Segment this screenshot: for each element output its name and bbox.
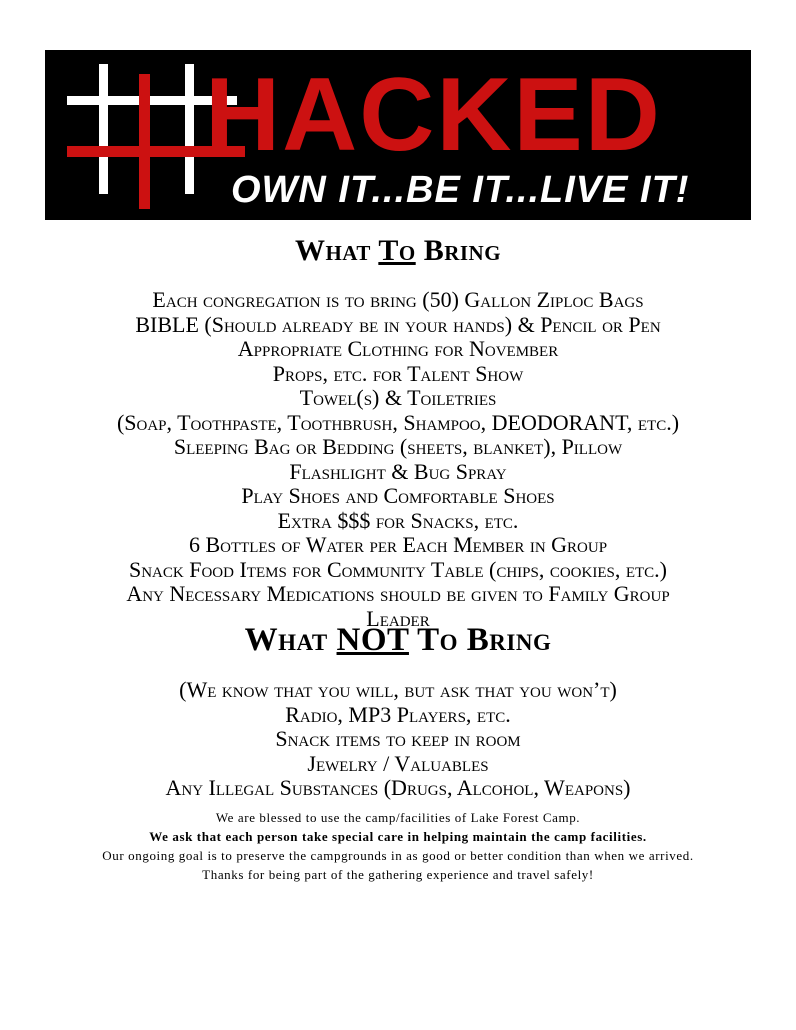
list-item: (We know that you will, but ask that you won’t) — [179, 677, 617, 702]
list-item: Extra $$$ for Snacks, etc. — [277, 507, 519, 533]
banner-subtitle: OWN IT...BE IT...LIVE IT! — [231, 169, 690, 211]
list-item: Sleeping Bag or Bedding (sheets, blanket), Pillow — [173, 434, 623, 459]
list-item: Snack Food Items for Community Table (chips, cookies, etc.) — [128, 556, 668, 582]
footer-line: Our ongoing goal is to preserve the campgrounds in as good or better condition than when we arrived. — [102, 848, 694, 863]
heading-underlined-text: To — [378, 234, 416, 267]
footer-line-emphasis: We ask that each person take special care in helping maintain the camp facilities. — [149, 829, 647, 844]
what-not-to-bring-heading — [0, 622, 796, 659]
bring-list — [0, 288, 796, 631]
footer-line: We are blessed to use the camp/facilities of Lake Forest Camp. — [215, 810, 581, 825]
not-bring-list — [0, 678, 796, 801]
list-item: Snack items to keep in room — [275, 726, 521, 751]
what-to-bring-heading — [0, 234, 796, 268]
heading-underlined-text: NOT — [336, 622, 409, 658]
list-item: Any Illegal Substances (Drugs, Alcohol, Weapons) — [165, 775, 631, 800]
list-item: 6 Bottles of Water per Each Member in Group — [188, 532, 608, 557]
list-item: Each congregation is to bring (50) Gallon Ziploc Bags — [152, 287, 644, 312]
list-item: Radio, MP3 Players, etc. — [285, 701, 511, 727]
footer-line: Thanks for being part of the gathering experience and travel safely! — [202, 867, 594, 882]
list-item: BIBLE (Should already be in your hands) & Pencil or Pen — [135, 311, 661, 337]
list-item: Appropriate Clothing for November — [237, 336, 559, 361]
heading-pre-text: What — [244, 622, 337, 658]
banner-title: HACKED — [205, 57, 662, 173]
heading-post-text: To Bring — [408, 622, 552, 658]
list-item: Play Shoes and Comfortable Shoes — [241, 483, 555, 508]
hacked-banner — [45, 50, 751, 220]
list-item: Props, etc. for Talent Show — [272, 360, 524, 386]
list-item: Leader — [366, 605, 430, 631]
heading-pre-text: What — [294, 234, 379, 267]
list-item: Jewelry / Valuables — [307, 750, 489, 776]
footer-note — [0, 808, 796, 884]
list-item: Flashlight & Bug Spray — [289, 458, 507, 484]
list-item: Any Necessary Medications should be given to Family Group — [126, 581, 670, 606]
heading-post-text: Bring — [415, 234, 502, 267]
list-item: (Soap, Toothpaste, Toothbrush, Shampoo, DEODORANT, etc.) — [116, 409, 680, 435]
list-item: Towel(s) & Toiletries — [299, 385, 497, 410]
